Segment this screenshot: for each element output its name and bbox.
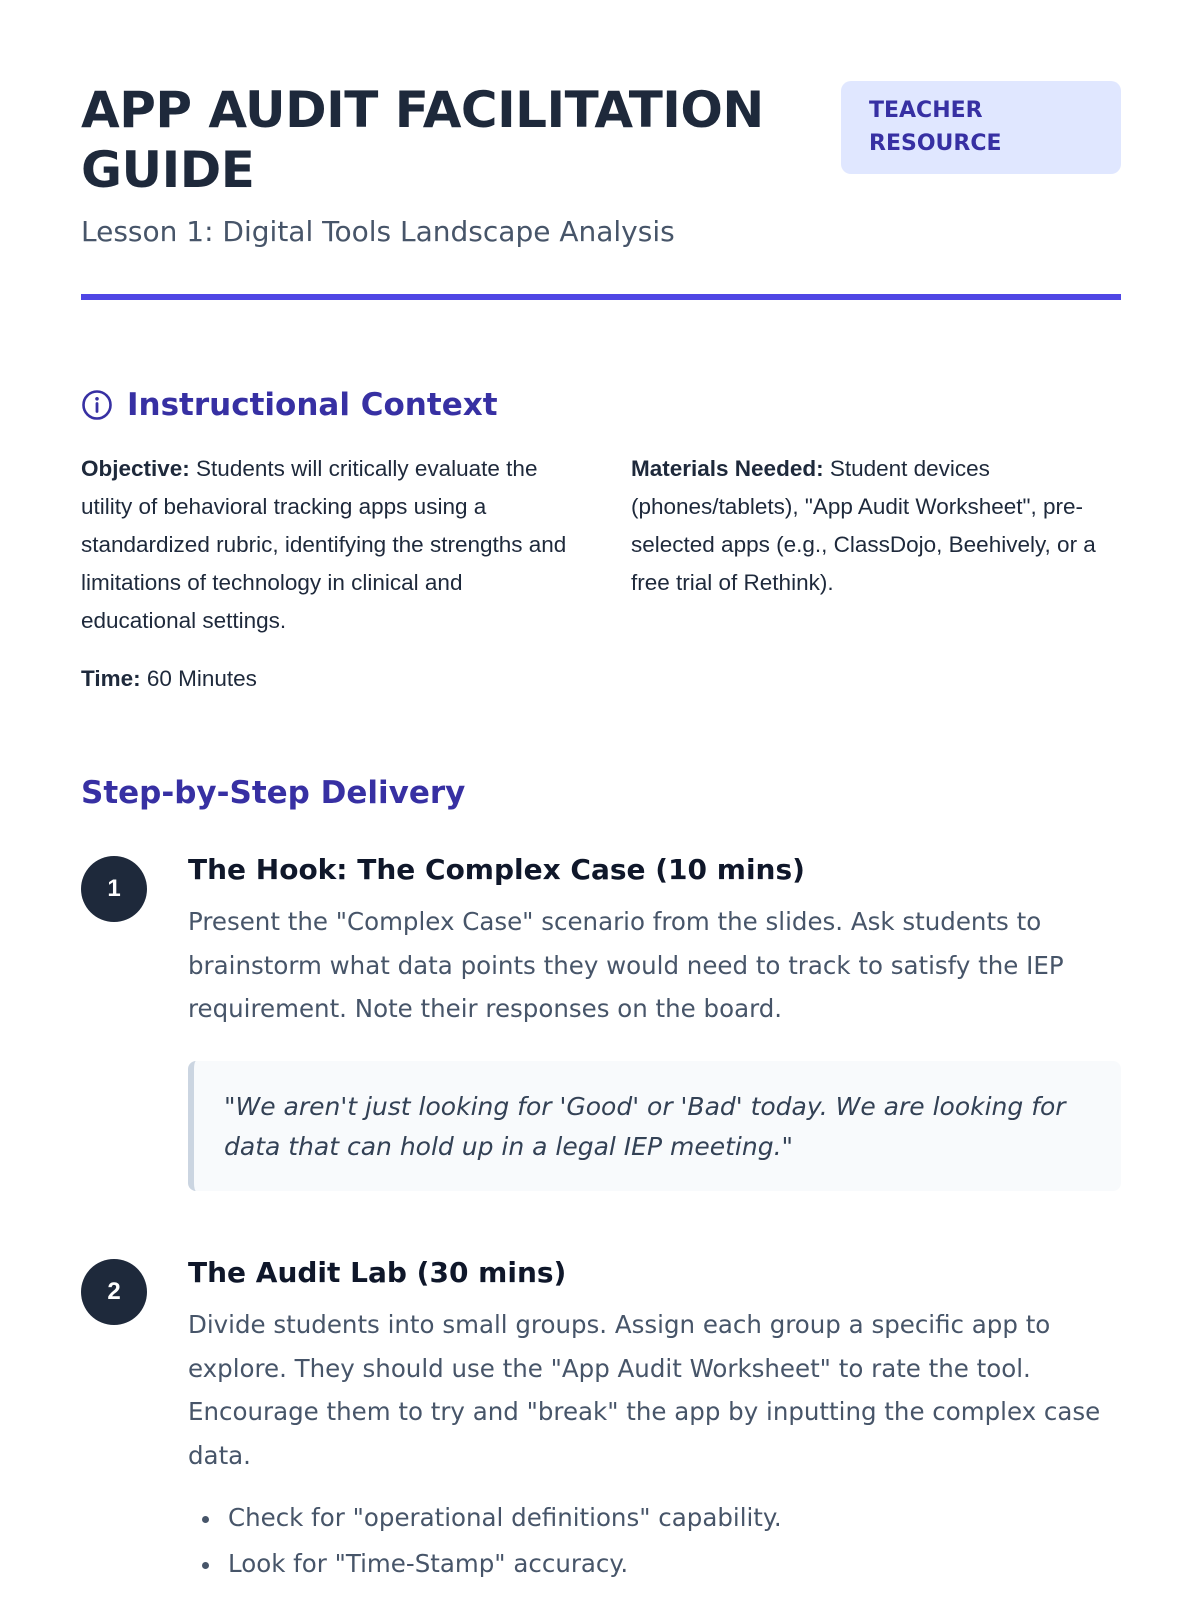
context-heading — [81, 380, 1121, 430]
step-1 — [81, 853, 1121, 1191]
steps-heading: Step-by-Step Delivery — [81, 775, 466, 811]
step-description: Present the "Complex Case" scenario from the slides. Ask students to brainstorm what data points they would need to track to satisfy the IEP requirement. Note their responses on the board. — [188, 907, 1064, 1023]
objective-text: Students will critically evaluate the utility of behavioral tracking apps using a standardized rubric, identifying the strengths and limitations of technology in clinical and educational settings. — [81, 456, 567, 633]
step-title: The Audit Lab (30 mins) — [188, 1256, 567, 1289]
step-description: Divide students into small groups. Assign each group a specific app to explore. They should use the "App Audit Worksheet" to rate the tool. Encourage them to try and "break" the app by inputting the complex case data. — [188, 1310, 1101, 1470]
step-number-badge: 2 — [81, 1259, 147, 1325]
list-item: Look for "Time-Stamp" accuracy. — [188, 1541, 1121, 1587]
resource-badge: TEACHER RESOURCE — [841, 81, 1121, 174]
facilitator-quote: "We aren't just looking for 'Good' or 'Bad' today. We are looking for data that can hold up in a legal IEP meeting." — [188, 1061, 1121, 1191]
time-text: 60 Minutes — [140, 666, 257, 691]
materials-paragraph — [631, 450, 1121, 640]
document-header — [81, 80, 1121, 250]
time-label: Time: — [81, 666, 141, 691]
context-heading-label: Instructional Context — [127, 387, 498, 423]
context-columns — [81, 450, 1121, 640]
materials-text: Student devices (phones/tablets), "App Audit Worksheet", pre-selected apps (e.g., ClassDojo, Beehively, or a free trial of Rethink). — [631, 456, 1096, 595]
time-paragraph — [81, 660, 1121, 698]
step-body — [188, 850, 1121, 1191]
page-subtitle: Lesson 1: Digital Tools Landscape Analysis — [81, 215, 675, 248]
list-item: Check for "operational definitions" capability. — [188, 1495, 1121, 1541]
step-body — [188, 1253, 1121, 1587]
info-icon — [81, 389, 113, 421]
header-divider — [81, 294, 1121, 300]
step-bullet-list — [188, 1495, 1121, 1587]
page-title: APP AUDIT FACILITATION GUIDE — [81, 81, 764, 199]
step-number-badge: 1 — [81, 856, 147, 922]
instructional-context-section — [81, 380, 1121, 698]
step-title: The Hook: The Complex Case (10 mins) — [188, 853, 805, 886]
objective-paragraph — [81, 450, 571, 640]
step-2 — [81, 1256, 1121, 1587]
materials-label: Materials Needed: — [631, 456, 824, 481]
objective-label: Objective: — [81, 456, 190, 481]
